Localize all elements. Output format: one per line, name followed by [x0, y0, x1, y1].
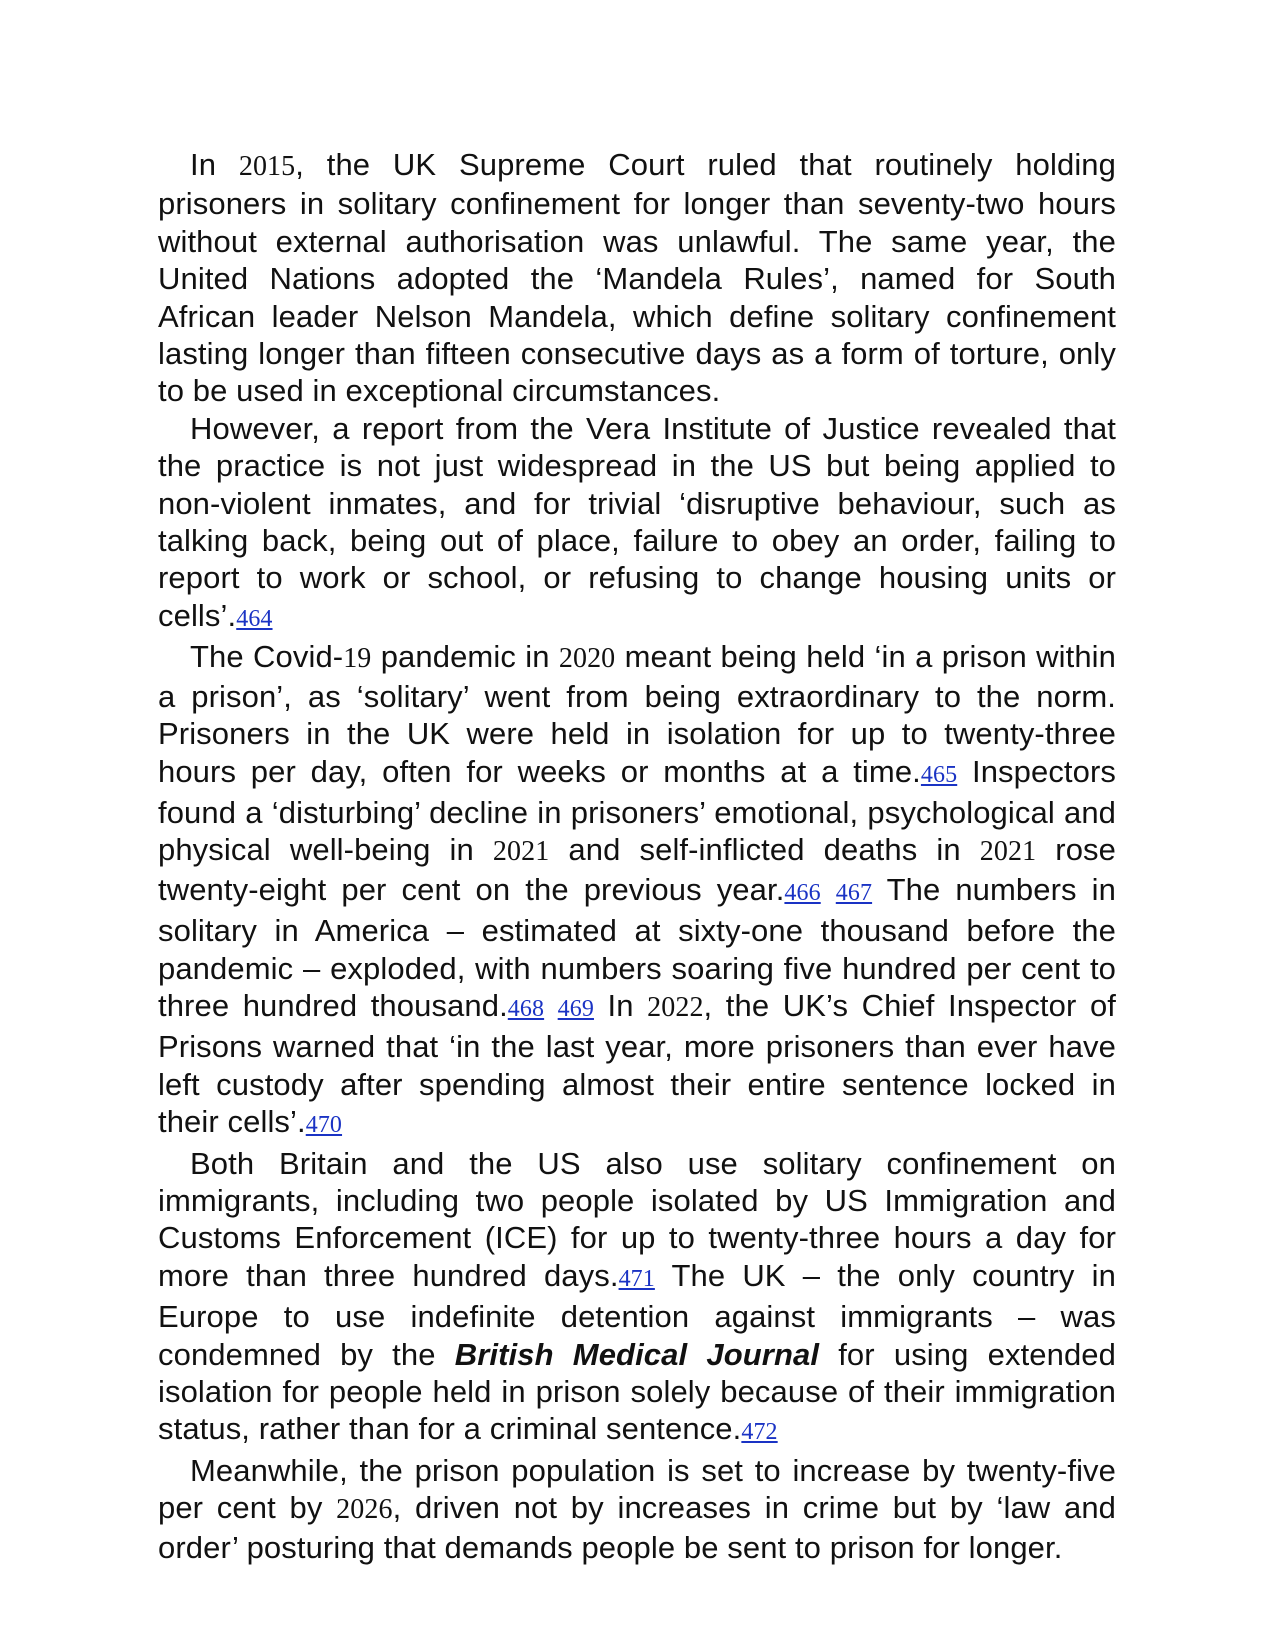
paragraph [158, 638, 1116, 1144]
text-run: The Covid- [190, 639, 344, 675]
text-run: Inspectors found a ‘disturbing’ decline in prisoners’ emotional, psychological and physical well-being in [158, 753, 1116, 868]
footnote-link-464[interactable]: 464 [236, 605, 273, 632]
paragraph [158, 146, 1116, 410]
text-run: , driven not by increases in crime but by ‘law and order’ posturing that demands people be sent to prison for longer. [158, 1490, 1116, 1565]
text-run: The numbers in solitary in America – estimated at sixty-one thousand before the pandemic – exploded, with numbers soaring five hundred per cent to three hundred thousand. [158, 871, 1116, 1023]
text-run: The UK – the only country in Europe to use indefinite detention against immigrants – was condemned by the [158, 1257, 1116, 1372]
footnote-link-472[interactable]: 472 [741, 1419, 778, 1446]
text-run: Meanwhile, the prison population is set to increase by twenty-five per cent by [158, 1452, 1116, 1526]
paragraph [158, 1452, 1116, 1566]
text-run: In [593, 987, 648, 1023]
number-text: 2021 [979, 836, 1037, 868]
footnote-link-469[interactable]: 469 [557, 995, 594, 1022]
number-text: 2021 [492, 836, 550, 868]
paragraph [158, 410, 1116, 638]
text-run: rose twenty-eight per cent on the previous year. [158, 832, 1116, 907]
number-text: 2020 [558, 643, 616, 675]
text-run: pandemic in [371, 639, 559, 675]
text-run: However, a report from the Vera Institute of Justice revealed that the practice is not just widespread in the US but being applied to non-violent inmates, and for trivial ‘disruptive behaviour, such as talking back, being out of place, failure to obey an order, failing to report to work or school, or refusing to change housing units or cells’. [158, 410, 1116, 633]
footnote-link-470[interactable]: 470 [305, 1112, 343, 1139]
text-run: meant being held ‘in a prison within a prison’, as ‘solitary’ went from being extraordinary to the norm. Prisoners in the UK were held in isolation for up to twenty-three hours per day, often for weeks or months at a time. [158, 639, 1116, 789]
footnote-link-471[interactable]: 471 [618, 1265, 655, 1292]
text-run: , the UK’s Chief Inspector of Prisons warned that ‘in the last year, more prisoners than ever have left custody after spending almost their entire sentence locked in their cells’. [158, 987, 1117, 1140]
text-run [821, 872, 836, 907]
number-text: 2022 [647, 991, 704, 1023]
footnote-link-467[interactable]: 467 [835, 879, 873, 906]
footnote-link-466[interactable]: 466 [784, 879, 821, 906]
number-text: 2015 [238, 151, 296, 182]
footnote-link-468[interactable]: 468 [507, 995, 545, 1022]
text-run: Both Britain and the US also use solitary confinement on immigrants, including two people isolated by US Immigration and Customs Enforcement (ICE) for up to twenty-three hours a day for more than three hundred days. [158, 1145, 1116, 1293]
document-page [158, 146, 1116, 1566]
text-run: and self-inflicted deaths in [549, 832, 980, 868]
paragraph [158, 1145, 1116, 1452]
number-text: 19 [343, 643, 372, 675]
footnote-link-465[interactable]: 465 [920, 761, 958, 788]
journal-title: British Medical Journal [454, 1336, 820, 1372]
text-run: for using extended isolation for people held in prison solely because of their immigration status, rather than for a criminal sentence. [158, 1336, 1116, 1447]
text-run [544, 988, 558, 1023]
text-run: In [190, 147, 239, 182]
number-text: 2026 [336, 1494, 393, 1526]
text-run: , the UK Supreme Court ruled that routinely holding prisoners in solitary confinement for longer than seventy-two hours without external authorisation was unlawful. The same year, the United Nations adopted the ‘Mandela Rules’, named for South African leader Nelson Mandela, which define solitary confinement lasting longer than fifteen consecutive days as a form of torture, only to be used in exceptional circumstances. [158, 147, 1116, 409]
